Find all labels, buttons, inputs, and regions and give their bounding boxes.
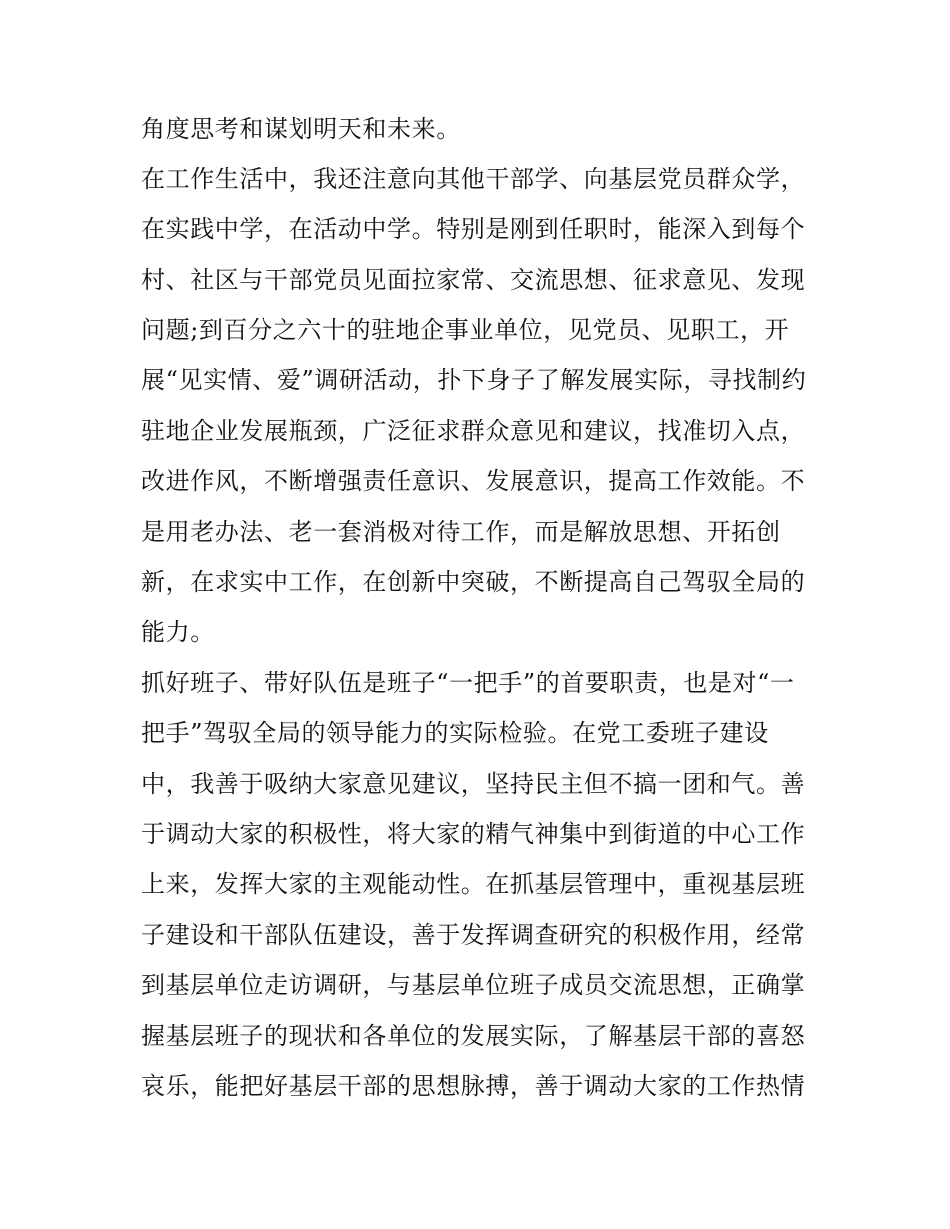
text-line: 能力。 — [141, 618, 215, 646]
text-line: 抓好班子、带好队伍是班子“一把手”的首要职责，也是对“一 — [141, 669, 795, 697]
text-line: 握基层班子的现状和各单位的发展实际，了解基层干部的喜怒 — [141, 1022, 806, 1050]
text-line: 驻地企业发展瓶颈，广泛征求群众意见和建议，找准切入点， — [141, 417, 806, 445]
text-line: 问题;到百分之六十的驻地企事业单位，见党员、见职工，开 — [141, 316, 790, 344]
text-line: 在工作生活中，我还注意向其他干部学、向基层党员群众学， — [141, 165, 806, 193]
text-line: 到基层单位走访调研，与基层单位班子成员交流思想，正确掌 — [141, 971, 806, 999]
text-line: 新，在求实中工作，在创新中突破，不断提高自己驾驭全局的 — [141, 568, 806, 596]
text-line: 于调动大家的积极性，将大家的精气神集中到街道的中心工作 — [141, 820, 806, 848]
text-line: 在实践中学，在活动中学。特别是刚到任职时，能深入到每个 — [141, 215, 806, 243]
text-line: 哀乐，能把好基层干部的思想脉搏，善于调动大家的工作热情 — [141, 1072, 806, 1100]
text-line: 是用老办法、老一套消极对待工作，而是解放思想、开拓创 — [141, 518, 781, 546]
text-line: 展“见实情、爱”调研活动，扑下身子了解发展实际，寻找制约 — [141, 366, 807, 394]
text-line: 中，我善于吸纳大家意见建议，坚持民主但不搞一团和气。善 — [141, 770, 806, 798]
text-line: 把手”驾驭全局的领导能力的实际检验。在党工委班子建设 — [141, 719, 769, 747]
text-line: 改进作风，不断增强责任意识、发展意识，提高工作效能。不 — [141, 467, 806, 495]
text-line: 上来，发挥大家的主观能动性。在抓基层管理中，重视基层班 — [141, 870, 806, 898]
text-line: 子建设和干部队伍建设，善于发挥调查研究的积极作用，经常 — [141, 921, 806, 949]
text-line: 角度思考和谋划明天和未来。 — [141, 115, 461, 143]
text-line: 村、社区与干部党员见面拉家常、交流思想、征求意见、发现 — [141, 266, 806, 294]
